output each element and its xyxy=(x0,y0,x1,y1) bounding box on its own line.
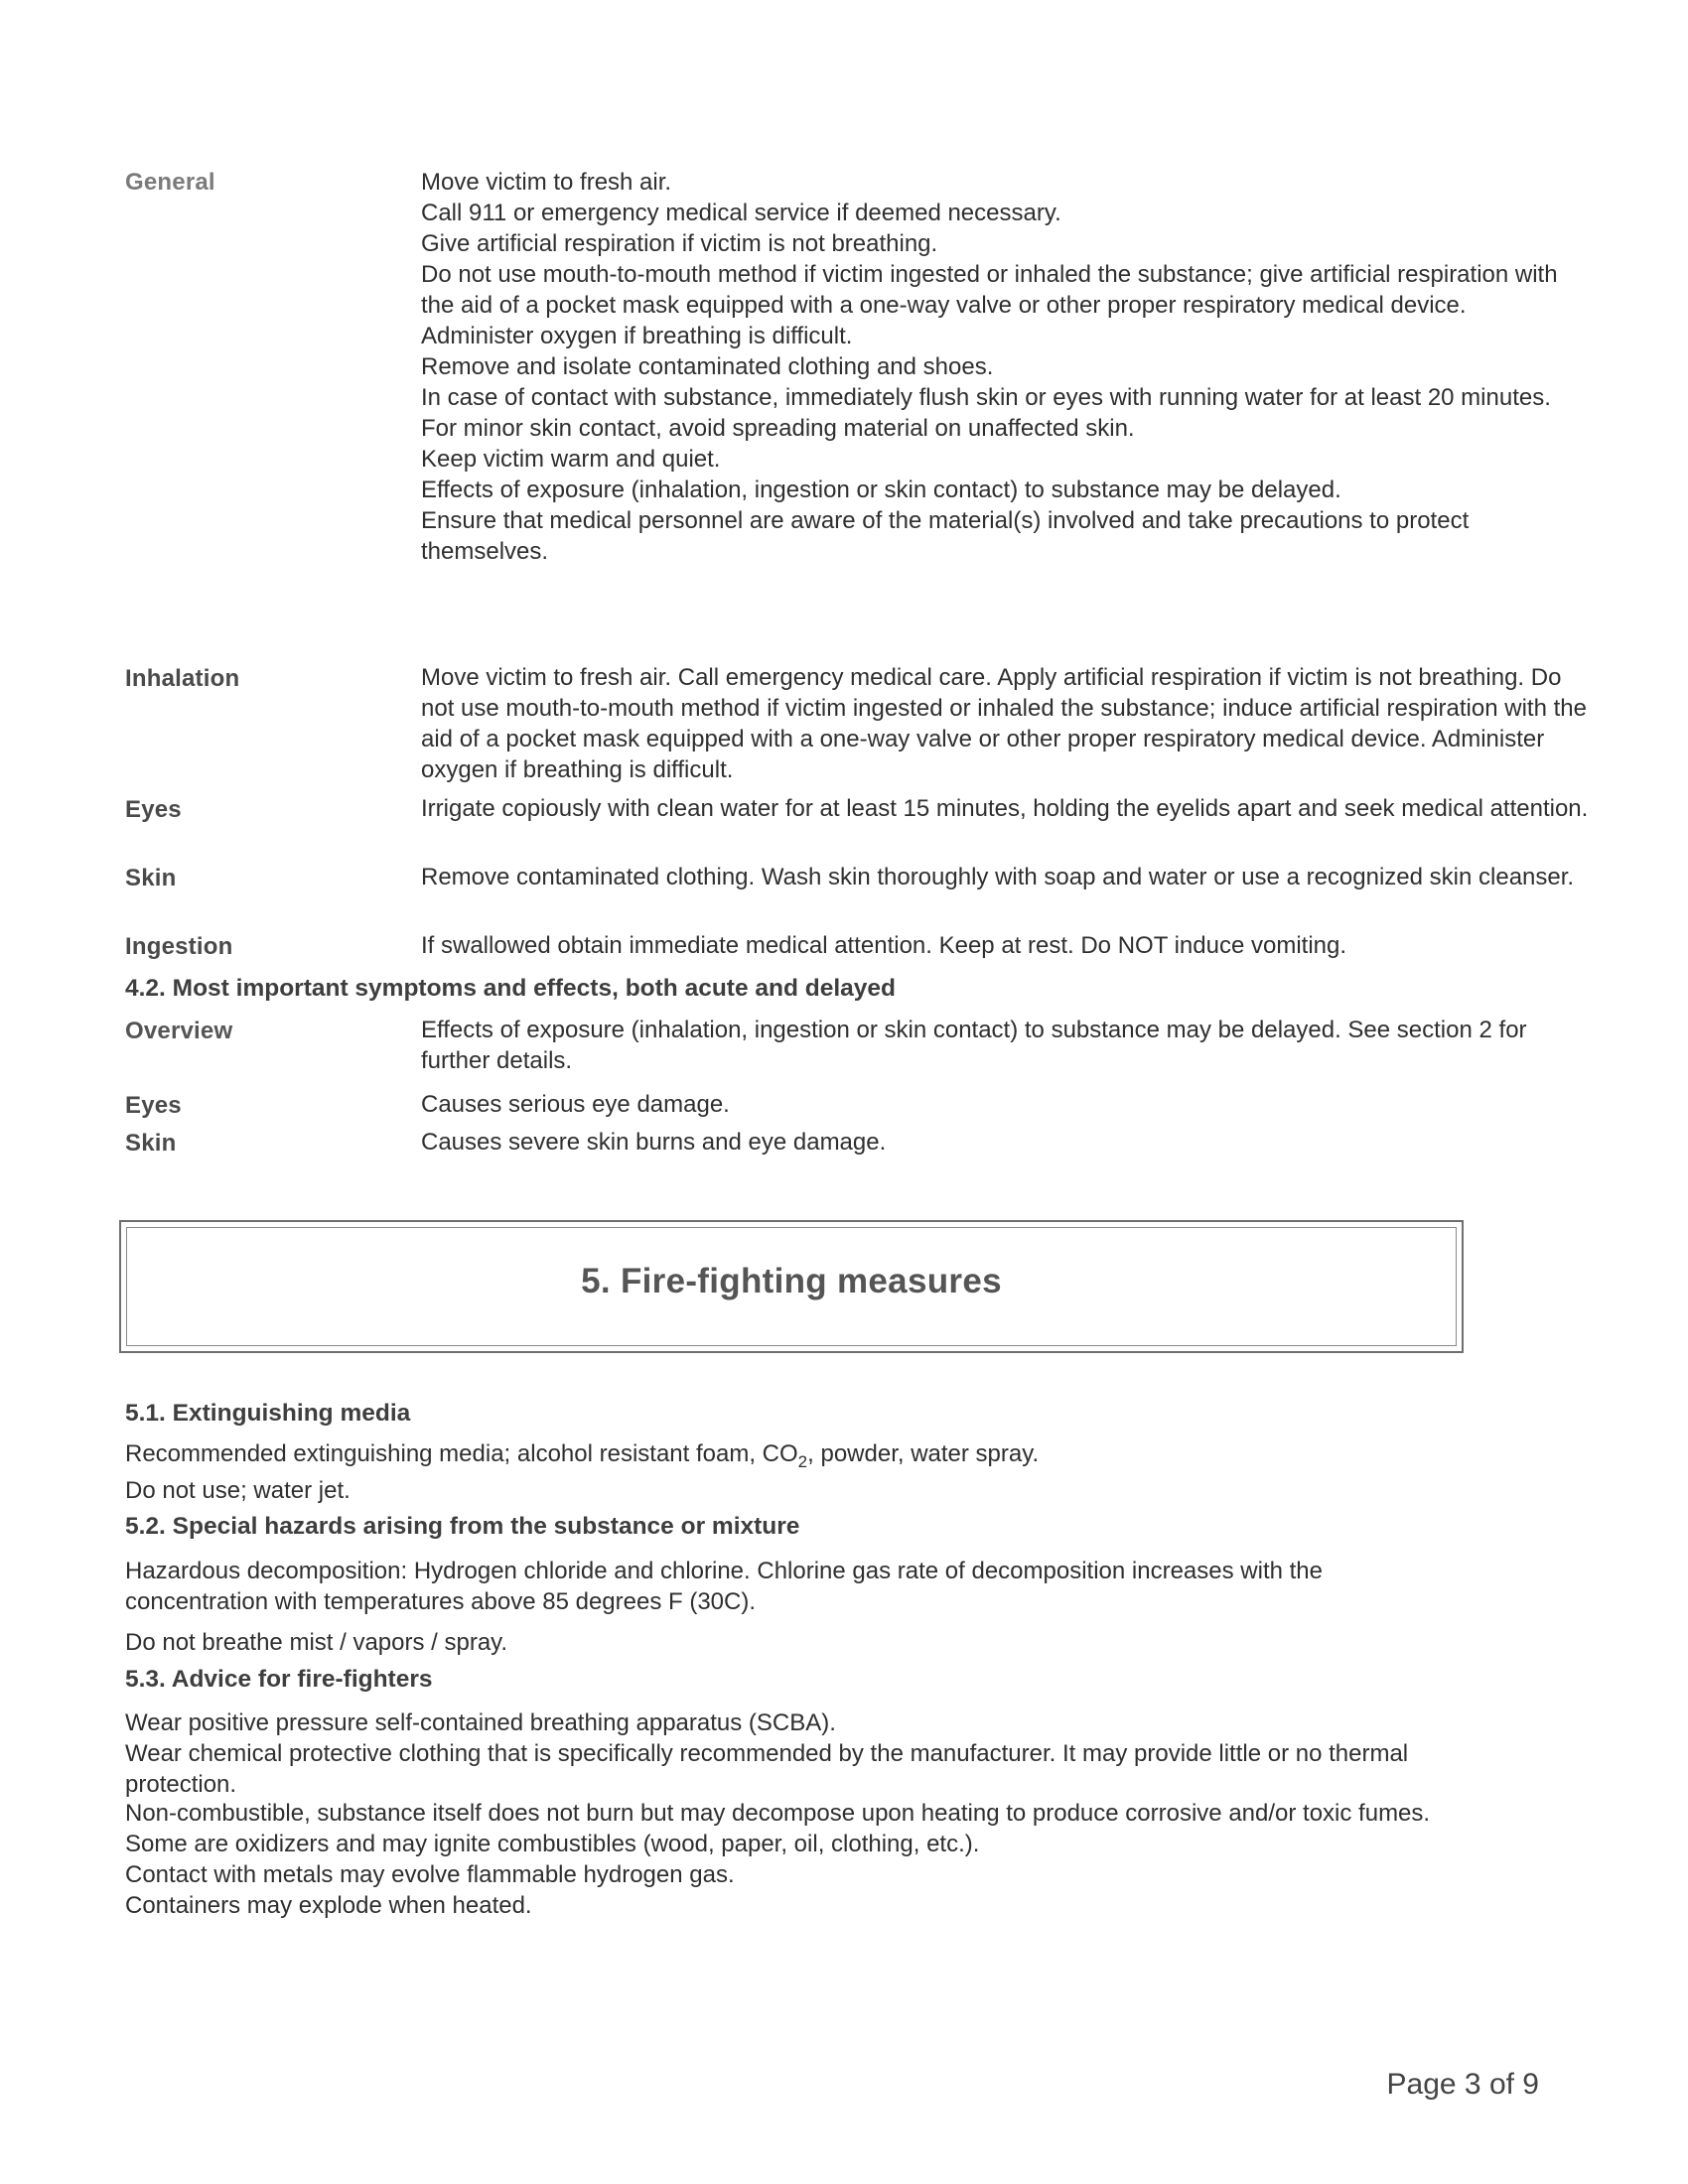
advice-paragraph-1 xyxy=(125,1707,1456,1800)
advice-line: Containers may explode when heated. xyxy=(125,1892,532,1919)
symptoms-eyes-text: Causes serious eye damage. xyxy=(421,1091,730,1118)
co2-subscript: 2 xyxy=(797,1451,808,1471)
general-text xyxy=(421,167,1593,567)
extinguishing-do-not-use: Do not use; water jet. xyxy=(125,1477,351,1504)
ingestion-label: Ingestion xyxy=(125,933,233,960)
extinguishing-heading: 5.1. Extinguishing media xyxy=(125,1400,411,1427)
special-hazards-breathe: Do not breathe mist / vapors / spray. xyxy=(125,1629,508,1656)
recommended-text-end: , powder, water spray. xyxy=(807,1440,1040,1467)
inhalation-text: Move victim to fresh air. Call emergency medical care. Apply artificial respiration if victim is not breathing. Do not use mouth-to-mouth method if victim ingested or inhaled the substance; induce artificial respiration with the aid of a pocket mask equipped with a one-way valve or other proper respiratory medical device. Administer oxygen if breathing is difficult. xyxy=(421,664,1587,783)
skin-label: Skin xyxy=(125,865,177,891)
advice-line: Wear positive pressure self-contained breathing apparatus (SCBA). xyxy=(125,1709,836,1736)
symptoms-skin-text: Causes severe skin burns and eye damage. xyxy=(421,1129,887,1156)
section-title-box xyxy=(119,1220,1464,1353)
page-number: Page 3 of 9 xyxy=(1386,2068,1539,2101)
symptoms-skin-label: Skin xyxy=(125,1130,177,1157)
general-line: Remove and isolate contaminated clothing and shoes. xyxy=(421,353,994,380)
section-title: 5. Fire-fighting measures xyxy=(581,1262,1002,1300)
advice-paragraph-2 xyxy=(125,1798,1456,1921)
recommended-text: Recommended extinguishing media; alcohol resistant foam, CO xyxy=(125,1440,798,1467)
overview-text: Effects of exposure (inhalation, ingestion or skin contact) to substance may be delayed. See section 2 for further details. xyxy=(421,1017,1527,1074)
advice-line: Non-combustible, substance itself does not burn but may decompose upon heating to produce corrosive and/or toxic fumes. xyxy=(125,1800,1431,1827)
advice-line: Wear chemical protective clothing that is specifically recommended by the manufacturer. It may provide little or no thermal protection. xyxy=(125,1740,1409,1798)
eyes-text: Irrigate copiously with clean water for at least 15 minutes, holding the eyelids apart and seek medical attention. xyxy=(421,795,1589,822)
general-line: Move victim to fresh air. xyxy=(421,169,672,196)
symptoms-eyes-label: Eyes xyxy=(125,1092,182,1119)
advice-line: Some are oxidizers and may ignite combustibles (wood, paper, oil, clothing, etc.). xyxy=(125,1831,980,1857)
extinguishing-recommended xyxy=(125,1438,1456,1477)
general-line: Keep victim warm and quiet. xyxy=(421,446,721,473)
general-line: Give artificial respiration if victim is not breathing. xyxy=(421,230,938,257)
advice-heading: 5.3. Advice for fire-fighters xyxy=(125,1666,433,1693)
symptoms-heading: 4.2. Most important symptoms and effects, both acute and delayed xyxy=(125,975,896,1002)
overview-label: Overview xyxy=(125,1018,233,1044)
general-line: Do not use mouth-to-mouth method if victim ingested or inhaled the substance; give artificial respiration with the aid of a pocket mask equipped with a one-way valve or other proper respiratory medical device. xyxy=(421,261,1558,319)
general-line: In case of contact with substance, immediately flush skin or eyes with running water for at least 20 minutes. xyxy=(421,384,1551,411)
general-line: For minor skin contact, avoid spreading material on unaffected skin. xyxy=(421,415,1135,442)
general-line: Ensure that medical personnel are aware of the material(s) involved and take precautions to protect themselves. xyxy=(421,507,1470,565)
advice-line: Contact with metals may evolve flammable hydrogen gas. xyxy=(125,1861,735,1888)
special-hazards-decomposition: Hazardous decomposition: Hydrogen chloride and chlorine. Chlorine gas rate of decomposition increases with the concentration with temperatures above 85 degrees F (30C). xyxy=(125,1558,1323,1615)
special-hazards-heading: 5.2. Special hazards arising from the substance or mixture xyxy=(125,1513,800,1540)
general-line: Call 911 or emergency medical service if deemed necessary. xyxy=(421,200,1061,226)
skin-text: Remove contaminated clothing. Wash skin thoroughly with soap and water or use a recognized skin cleanser. xyxy=(421,864,1575,890)
ingestion-text: If swallowed obtain immediate medical attention. Keep at rest. Do NOT induce vomiting. xyxy=(421,932,1347,959)
eyes-label: Eyes xyxy=(125,796,182,823)
general-line: Administer oxygen if breathing is difficult. xyxy=(421,323,853,349)
general-line: Effects of exposure (inhalation, ingestion or skin contact) to substance may be delayed. xyxy=(421,477,1341,503)
general-label: General xyxy=(125,169,215,196)
inhalation-label: Inhalation xyxy=(125,665,240,692)
